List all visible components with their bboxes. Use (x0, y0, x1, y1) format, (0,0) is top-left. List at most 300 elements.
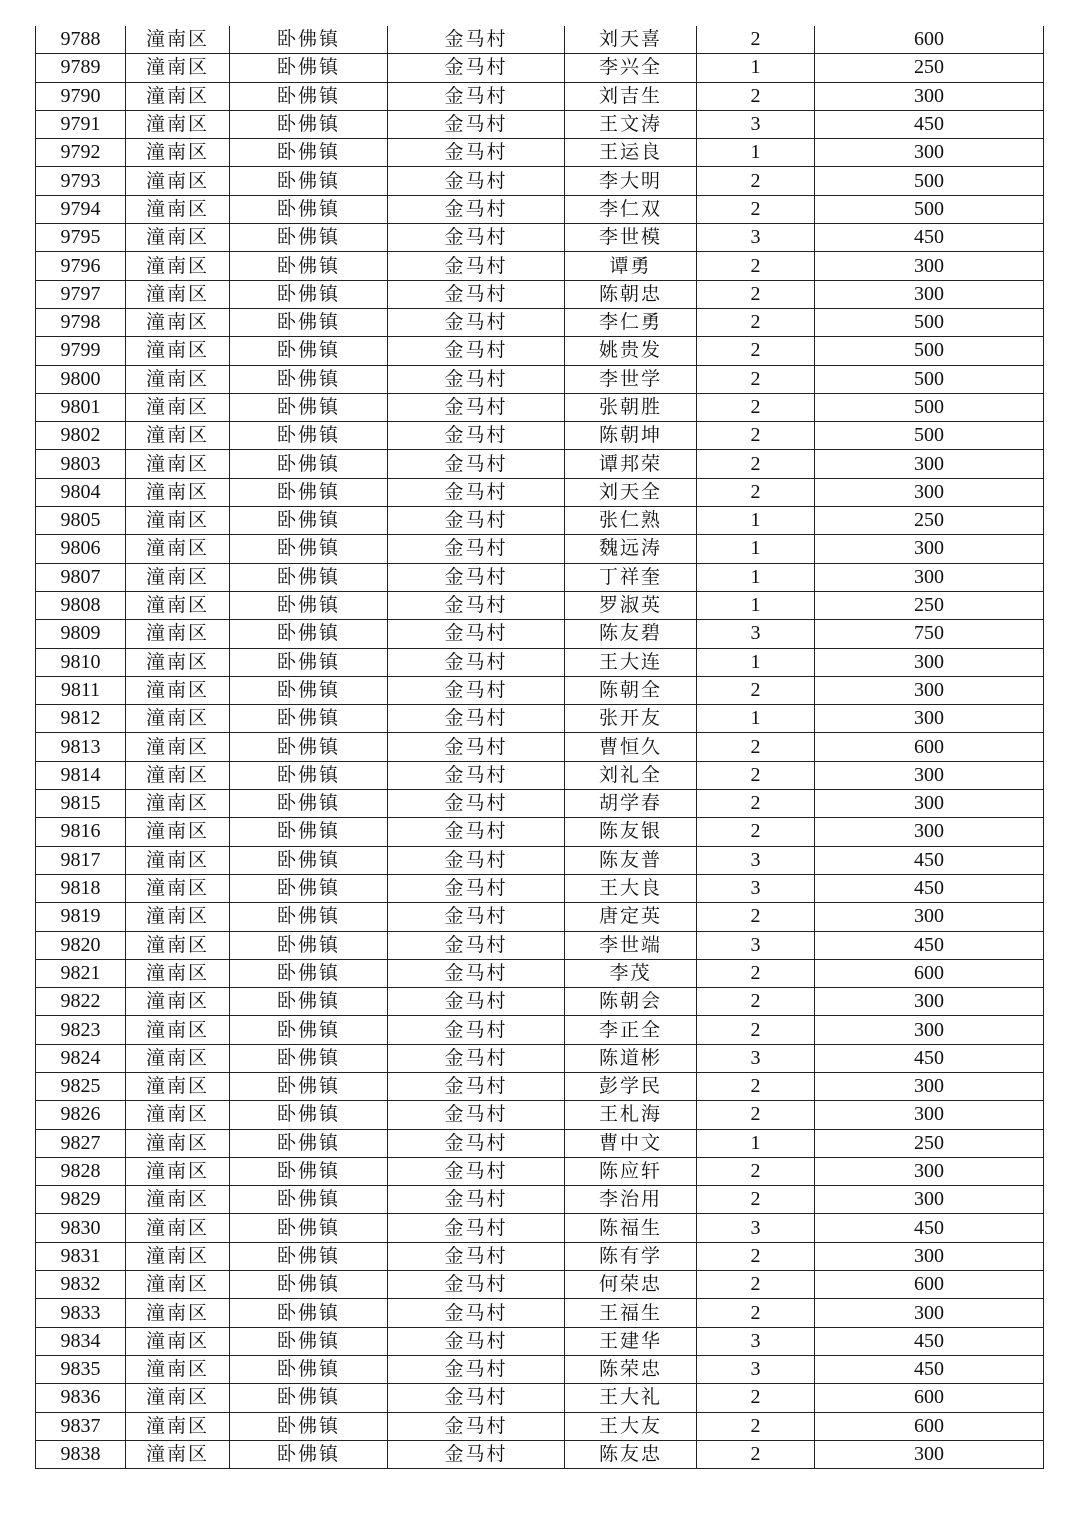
household-count-cell: 3 (697, 931, 815, 959)
household-count-cell: 2 (697, 1072, 815, 1100)
household-count-cell: 1 (697, 507, 815, 535)
village-cell: 金马村 (388, 478, 565, 506)
household-count-cell: 3 (697, 1355, 815, 1383)
table-row (36, 139, 1044, 167)
town-cell: 卧佛镇 (230, 393, 388, 421)
serial-number-cell: 9796 (36, 252, 126, 280)
village-cell: 金马村 (388, 761, 565, 789)
household-count-cell: 1 (697, 1129, 815, 1157)
village-cell: 金马村 (388, 1384, 565, 1412)
village-cell: 金马村 (388, 620, 565, 648)
amount-cell: 500 (815, 365, 1044, 393)
household-count-cell: 2 (697, 365, 815, 393)
table-row (36, 959, 1044, 987)
district-cell: 潼南区 (126, 308, 230, 336)
table-row (36, 1299, 1044, 1327)
village-cell: 金马村 (388, 988, 565, 1016)
district-cell: 潼南区 (126, 1016, 230, 1044)
district-cell: 潼南区 (126, 507, 230, 535)
table-row (36, 874, 1044, 902)
serial-number-cell: 9818 (36, 874, 126, 902)
town-cell: 卧佛镇 (230, 478, 388, 506)
table-row (36, 591, 1044, 619)
district-cell: 潼南区 (126, 874, 230, 902)
table-row (36, 195, 1044, 223)
amount-cell: 500 (815, 393, 1044, 421)
town-cell: 卧佛镇 (230, 1299, 388, 1327)
name-cell: 彭学民 (565, 1072, 697, 1100)
town-cell: 卧佛镇 (230, 54, 388, 82)
table-row (36, 733, 1044, 761)
name-cell: 李仁勇 (565, 308, 697, 336)
amount-cell: 250 (815, 591, 1044, 619)
amount-cell: 300 (815, 1186, 1044, 1214)
amount-cell: 300 (815, 705, 1044, 733)
name-cell: 李世模 (565, 224, 697, 252)
town-cell: 卧佛镇 (230, 224, 388, 252)
table-row (36, 1271, 1044, 1299)
table-row (36, 1072, 1044, 1100)
serial-number-cell: 9807 (36, 563, 126, 591)
amount-cell: 300 (815, 676, 1044, 704)
household-count-cell: 3 (697, 846, 815, 874)
amount-cell: 300 (815, 1072, 1044, 1100)
district-cell: 潼南区 (126, 1072, 230, 1100)
serial-number-cell: 9799 (36, 337, 126, 365)
name-cell: 李世端 (565, 931, 697, 959)
serial-number-cell: 9824 (36, 1044, 126, 1072)
table-row (36, 1440, 1044, 1468)
serial-number-cell: 9804 (36, 478, 126, 506)
amount-cell: 500 (815, 167, 1044, 195)
serial-number-cell: 9836 (36, 1384, 126, 1412)
table-row (36, 252, 1044, 280)
amount-cell: 300 (815, 1157, 1044, 1185)
village-cell: 金马村 (388, 1440, 565, 1468)
serial-number-cell: 9803 (36, 450, 126, 478)
household-count-cell: 2 (697, 1157, 815, 1185)
district-cell: 潼南区 (126, 1129, 230, 1157)
serial-number-cell: 9817 (36, 846, 126, 874)
town-cell: 卧佛镇 (230, 988, 388, 1016)
household-count-cell: 3 (697, 1327, 815, 1355)
name-cell: 王福生 (565, 1299, 697, 1327)
town-cell: 卧佛镇 (230, 931, 388, 959)
name-cell: 李茂 (565, 959, 697, 987)
amount-cell: 600 (815, 959, 1044, 987)
name-cell: 王札海 (565, 1101, 697, 1129)
household-count-cell: 2 (697, 82, 815, 110)
village-cell: 金马村 (388, 1299, 565, 1327)
name-cell: 胡学春 (565, 790, 697, 818)
name-cell: 陈友普 (565, 846, 697, 874)
serial-number-cell: 9814 (36, 761, 126, 789)
name-cell: 何荣忠 (565, 1271, 697, 1299)
name-cell: 王大良 (565, 874, 697, 902)
name-cell: 陈友碧 (565, 620, 697, 648)
village-cell: 金马村 (388, 1186, 565, 1214)
serial-number-cell: 9801 (36, 393, 126, 421)
table-row (36, 1101, 1044, 1129)
amount-cell: 450 (815, 1327, 1044, 1355)
serial-number-cell: 9815 (36, 790, 126, 818)
district-cell: 潼南区 (126, 1101, 230, 1129)
name-cell: 刘天全 (565, 478, 697, 506)
household-count-cell: 2 (697, 393, 815, 421)
household-count-cell: 2 (697, 1242, 815, 1270)
table-row (36, 110, 1044, 138)
town-cell: 卧佛镇 (230, 846, 388, 874)
table-row (36, 1129, 1044, 1157)
amount-cell: 600 (815, 1384, 1044, 1412)
name-cell: 陈应轩 (565, 1157, 697, 1185)
village-cell: 金马村 (388, 450, 565, 478)
table-row (36, 1327, 1044, 1355)
town-cell: 卧佛镇 (230, 365, 388, 393)
district-cell: 潼南区 (126, 26, 230, 54)
serial-number-cell: 9802 (36, 422, 126, 450)
amount-cell: 300 (815, 1101, 1044, 1129)
name-cell: 谭勇 (565, 252, 697, 280)
serial-number-cell: 9825 (36, 1072, 126, 1100)
district-cell: 潼南区 (126, 1327, 230, 1355)
amount-cell: 750 (815, 620, 1044, 648)
town-cell: 卧佛镇 (230, 1016, 388, 1044)
amount-cell: 450 (815, 110, 1044, 138)
household-count-cell: 2 (697, 478, 815, 506)
name-cell: 罗淑英 (565, 591, 697, 619)
district-cell: 潼南区 (126, 422, 230, 450)
household-count-cell: 2 (697, 676, 815, 704)
serial-number-cell: 9831 (36, 1242, 126, 1270)
town-cell: 卧佛镇 (230, 1186, 388, 1214)
household-count-cell: 2 (697, 761, 815, 789)
town-cell: 卧佛镇 (230, 507, 388, 535)
district-cell: 潼南区 (126, 393, 230, 421)
village-cell: 金马村 (388, 54, 565, 82)
serial-number-cell: 9833 (36, 1299, 126, 1327)
serial-number-cell: 9789 (36, 54, 126, 82)
amount-cell: 450 (815, 1355, 1044, 1383)
town-cell: 卧佛镇 (230, 1044, 388, 1072)
table-row (36, 705, 1044, 733)
table-row (36, 54, 1044, 82)
name-cell: 李大明 (565, 167, 697, 195)
town-cell: 卧佛镇 (230, 26, 388, 54)
district-cell: 潼南区 (126, 365, 230, 393)
amount-cell: 600 (815, 1271, 1044, 1299)
district-cell: 潼南区 (126, 252, 230, 280)
town-cell: 卧佛镇 (230, 620, 388, 648)
household-count-cell: 2 (697, 1271, 815, 1299)
district-cell: 潼南区 (126, 82, 230, 110)
name-cell: 李兴全 (565, 54, 697, 82)
serial-number-cell: 9808 (36, 591, 126, 619)
serial-number-cell: 9835 (36, 1355, 126, 1383)
household-count-cell: 2 (697, 1101, 815, 1129)
village-cell: 金马村 (388, 1072, 565, 1100)
village-cell: 金马村 (388, 591, 565, 619)
name-cell: 刘吉生 (565, 82, 697, 110)
district-cell: 潼南区 (126, 1214, 230, 1242)
town-cell: 卧佛镇 (230, 959, 388, 987)
village-cell: 金马村 (388, 139, 565, 167)
household-count-cell: 2 (697, 1412, 815, 1440)
serial-number-cell: 9794 (36, 195, 126, 223)
name-cell: 王大连 (565, 648, 697, 676)
amount-cell: 300 (815, 761, 1044, 789)
table-row (36, 82, 1044, 110)
village-cell: 金马村 (388, 110, 565, 138)
serial-number-cell: 9813 (36, 733, 126, 761)
table-row (36, 1044, 1044, 1072)
serial-number-cell: 9797 (36, 280, 126, 308)
name-cell: 李正全 (565, 1016, 697, 1044)
table-row (36, 1412, 1044, 1440)
household-count-cell: 1 (697, 648, 815, 676)
village-cell: 金马村 (388, 959, 565, 987)
household-count-cell: 2 (697, 1186, 815, 1214)
amount-cell: 300 (815, 903, 1044, 931)
serial-number-cell: 9793 (36, 167, 126, 195)
town-cell: 卧佛镇 (230, 648, 388, 676)
village-cell: 金马村 (388, 224, 565, 252)
amount-cell: 500 (815, 422, 1044, 450)
serial-number-cell: 9820 (36, 931, 126, 959)
name-cell: 魏远涛 (565, 535, 697, 563)
serial-number-cell: 9812 (36, 705, 126, 733)
village-cell: 金马村 (388, 1157, 565, 1185)
household-count-cell: 1 (697, 705, 815, 733)
amount-cell: 450 (815, 874, 1044, 902)
amount-cell: 300 (815, 563, 1044, 591)
village-cell: 金马村 (388, 790, 565, 818)
town-cell: 卧佛镇 (230, 1355, 388, 1383)
town-cell: 卧佛镇 (230, 308, 388, 336)
serial-number-cell: 9816 (36, 818, 126, 846)
district-cell: 潼南区 (126, 1440, 230, 1468)
name-cell: 姚贵发 (565, 337, 697, 365)
district-cell: 潼南区 (126, 1299, 230, 1327)
village-cell: 金马村 (388, 818, 565, 846)
village-cell: 金马村 (388, 931, 565, 959)
town-cell: 卧佛镇 (230, 705, 388, 733)
district-cell: 潼南区 (126, 903, 230, 931)
amount-cell: 300 (815, 818, 1044, 846)
amount-cell: 250 (815, 54, 1044, 82)
district-cell: 潼南区 (126, 818, 230, 846)
district-cell: 潼南区 (126, 1044, 230, 1072)
amount-cell: 250 (815, 507, 1044, 535)
district-cell: 潼南区 (126, 1242, 230, 1270)
serial-number-cell: 9810 (36, 648, 126, 676)
household-count-cell: 2 (697, 1299, 815, 1327)
household-count-cell: 2 (697, 988, 815, 1016)
village-cell: 金马村 (388, 676, 565, 704)
table-row (36, 365, 1044, 393)
table-row (36, 620, 1044, 648)
village-cell: 金马村 (388, 1412, 565, 1440)
subsidy-table (35, 26, 1044, 1469)
table-row (36, 337, 1044, 365)
serial-number-cell: 9791 (36, 110, 126, 138)
serial-number-cell: 9828 (36, 1157, 126, 1185)
district-cell: 潼南区 (126, 931, 230, 959)
town-cell: 卧佛镇 (230, 761, 388, 789)
name-cell: 谭邦荣 (565, 450, 697, 478)
town-cell: 卧佛镇 (230, 82, 388, 110)
household-count-cell: 1 (697, 591, 815, 619)
village-cell: 金马村 (388, 1129, 565, 1157)
village-cell: 金马村 (388, 252, 565, 280)
amount-cell: 300 (815, 535, 1044, 563)
table-row (36, 1384, 1044, 1412)
village-cell: 金马村 (388, 903, 565, 931)
district-cell: 潼南区 (126, 167, 230, 195)
table-row (36, 1214, 1044, 1242)
name-cell: 陈朝会 (565, 988, 697, 1016)
table-row (36, 450, 1044, 478)
name-cell: 陈朝忠 (565, 280, 697, 308)
table-row (36, 1355, 1044, 1383)
name-cell: 陈朝全 (565, 676, 697, 704)
district-cell: 潼南区 (126, 450, 230, 478)
district-cell: 潼南区 (126, 620, 230, 648)
table-row (36, 224, 1044, 252)
serial-number-cell: 9795 (36, 224, 126, 252)
district-cell: 潼南区 (126, 705, 230, 733)
table-row (36, 988, 1044, 1016)
table-row (36, 846, 1044, 874)
household-count-cell: 2 (697, 422, 815, 450)
village-cell: 金马村 (388, 1242, 565, 1270)
household-count-cell: 2 (697, 959, 815, 987)
town-cell: 卧佛镇 (230, 1101, 388, 1129)
town-cell: 卧佛镇 (230, 139, 388, 167)
household-count-cell: 2 (697, 337, 815, 365)
town-cell: 卧佛镇 (230, 1327, 388, 1355)
amount-cell: 300 (815, 1016, 1044, 1044)
district-cell: 潼南区 (126, 280, 230, 308)
name-cell: 王建华 (565, 1327, 697, 1355)
table-row (36, 903, 1044, 931)
household-count-cell: 3 (697, 224, 815, 252)
serial-number-cell: 9792 (36, 139, 126, 167)
district-cell: 潼南区 (126, 563, 230, 591)
town-cell: 卧佛镇 (230, 1271, 388, 1299)
village-cell: 金马村 (388, 535, 565, 563)
district-cell: 潼南区 (126, 988, 230, 1016)
table-row (36, 563, 1044, 591)
village-cell: 金马村 (388, 705, 565, 733)
amount-cell: 250 (815, 1129, 1044, 1157)
name-cell: 陈友忠 (565, 1440, 697, 1468)
table-row (36, 1242, 1044, 1270)
district-cell: 潼南区 (126, 959, 230, 987)
serial-number-cell: 9830 (36, 1214, 126, 1242)
table-row (36, 507, 1044, 535)
name-cell: 陈朝坤 (565, 422, 697, 450)
household-count-cell: 1 (697, 54, 815, 82)
village-cell: 金马村 (388, 1214, 565, 1242)
table-row (36, 790, 1044, 818)
table-row (36, 1157, 1044, 1185)
village-cell: 金马村 (388, 422, 565, 450)
serial-number-cell: 9822 (36, 988, 126, 1016)
name-cell: 陈荣忠 (565, 1355, 697, 1383)
district-cell: 潼南区 (126, 733, 230, 761)
serial-number-cell: 9788 (36, 26, 126, 54)
village-cell: 金马村 (388, 167, 565, 195)
village-cell: 金马村 (388, 1327, 565, 1355)
district-cell: 潼南区 (126, 761, 230, 789)
district-cell: 潼南区 (126, 535, 230, 563)
village-cell: 金马村 (388, 1271, 565, 1299)
serial-number-cell: 9832 (36, 1271, 126, 1299)
amount-cell: 300 (815, 82, 1044, 110)
household-count-cell: 2 (697, 903, 815, 931)
name-cell: 陈道彬 (565, 1044, 697, 1072)
district-cell: 潼南区 (126, 139, 230, 167)
name-cell: 陈友银 (565, 818, 697, 846)
household-count-cell: 3 (697, 110, 815, 138)
amount-cell: 300 (815, 450, 1044, 478)
amount-cell: 450 (815, 931, 1044, 959)
serial-number-cell: 9819 (36, 903, 126, 931)
district-cell: 潼南区 (126, 1186, 230, 1214)
household-count-cell: 1 (697, 563, 815, 591)
district-cell: 潼南区 (126, 648, 230, 676)
name-cell: 刘礼全 (565, 761, 697, 789)
serial-number-cell: 9800 (36, 365, 126, 393)
serial-number-cell: 9826 (36, 1101, 126, 1129)
village-cell: 金马村 (388, 26, 565, 54)
household-count-cell: 1 (697, 139, 815, 167)
household-count-cell: 3 (697, 1044, 815, 1072)
household-count-cell: 2 (697, 1440, 815, 1468)
town-cell: 卧佛镇 (230, 563, 388, 591)
table-row (36, 422, 1044, 450)
name-cell: 王大礼 (565, 1384, 697, 1412)
name-cell: 李世学 (565, 365, 697, 393)
village-cell: 金马村 (388, 195, 565, 223)
serial-number-cell: 9823 (36, 1016, 126, 1044)
town-cell: 卧佛镇 (230, 733, 388, 761)
town-cell: 卧佛镇 (230, 535, 388, 563)
village-cell: 金马村 (388, 733, 565, 761)
household-count-cell: 3 (697, 620, 815, 648)
amount-cell: 450 (815, 1044, 1044, 1072)
name-cell: 王大友 (565, 1412, 697, 1440)
district-cell: 潼南区 (126, 195, 230, 223)
household-count-cell: 2 (697, 280, 815, 308)
town-cell: 卧佛镇 (230, 1412, 388, 1440)
town-cell: 卧佛镇 (230, 1214, 388, 1242)
village-cell: 金马村 (388, 308, 565, 336)
town-cell: 卧佛镇 (230, 337, 388, 365)
name-cell: 张仁熟 (565, 507, 697, 535)
household-count-cell: 2 (697, 26, 815, 54)
household-count-cell: 2 (697, 450, 815, 478)
household-count-cell: 2 (697, 818, 815, 846)
household-count-cell: 3 (697, 1214, 815, 1242)
household-count-cell: 1 (697, 535, 815, 563)
table-row (36, 648, 1044, 676)
amount-cell: 300 (815, 1440, 1044, 1468)
household-count-cell: 2 (697, 790, 815, 818)
table-row (36, 1016, 1044, 1044)
amount-cell: 300 (815, 1299, 1044, 1327)
